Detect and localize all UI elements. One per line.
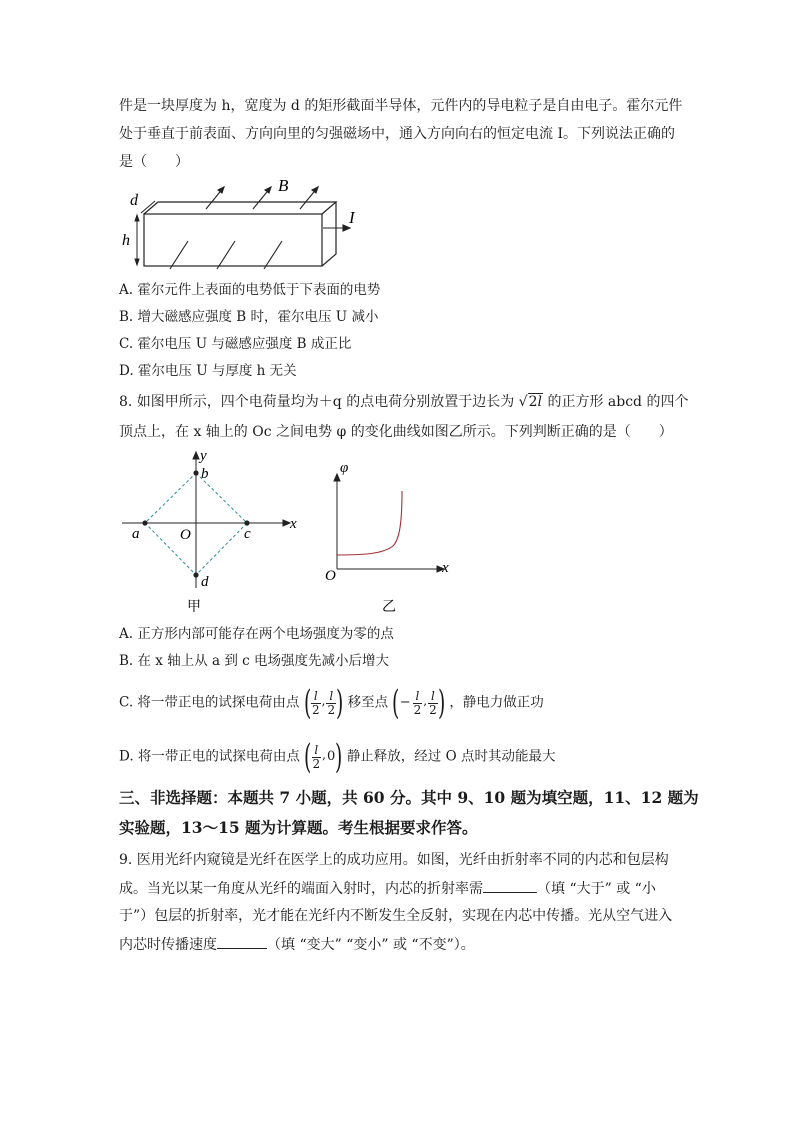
zero-value: 0 [326, 749, 336, 764]
frac-den: 2 [413, 702, 422, 717]
q8-option-c-mid: 移至点 [347, 694, 389, 711]
label-phi: φ [340, 460, 349, 476]
caption-jia: 甲 [187, 600, 201, 615]
caption-yi: 乙 [382, 600, 396, 615]
q8-line-1-b: 的正方形 abcd 的四个 [547, 394, 689, 410]
section-3-line-2: 实验题，13～15 题为计算题。考生根据要求作答。 [119, 818, 478, 837]
frac-den: 2 [312, 756, 321, 771]
answer-blank-2[interactable] [217, 934, 267, 949]
q8-line-1-a: 8. 如图甲所示，四个电荷量均为＋q 的点电荷分别放置于边长为 [119, 394, 515, 410]
section-3-line-1: 三、非选择题：本题共 7 小题，共 60 分。其中 9、10 题为填空题，11、12 题为 [119, 788, 699, 807]
label-x: x [442, 560, 449, 576]
sqrt-number: 2 [528, 394, 538, 410]
sqrt-variable: l [537, 394, 542, 410]
q7-option-c: C. 霍尔电压 U 与磁感应强度 B 成正比 [119, 336, 352, 352]
label-b: B [278, 176, 289, 195]
q8-line-1 [119, 392, 688, 412]
q8-line-2: 顶点上，在 x 轴上的 Oc 之间电势 φ 的变化曲线如图乙所示。下列判断正确的是（ ） [119, 424, 673, 440]
frac-num: l [311, 690, 321, 704]
label-d: d [201, 574, 209, 590]
sqrt-expression: √2l [518, 394, 542, 410]
label-a: a [132, 526, 140, 542]
q9-line-3: 于”）包层的折射率，光才能在光纤内不断发生全反射，实现在内芯中传播。光从空气进入 [119, 908, 673, 924]
q8-option-a: A. 正方形内部可能存在两个电场强度为零的点 [119, 626, 394, 642]
q9-line-4-b: （填 “变大” “变小” 或 “不变”）。 [267, 937, 475, 953]
b-field-arrows [170, 187, 318, 269]
point-3: ( $\frac{l}{2}$ , 0 ) [304, 737, 343, 777]
minus-sign: − [399, 695, 411, 710]
q7-line-3: 是（ ） [119, 154, 189, 170]
point-1: ( $\frac{l}{2}$ , $\frac{l}{2}$ ) [303, 683, 344, 723]
q8-option-d [119, 736, 555, 778]
box-front-face [144, 214, 322, 266]
frac-num: l [312, 744, 322, 758]
q9-line-4-a: 内芯时传播速度 [119, 937, 217, 953]
frac-num: l [326, 690, 336, 704]
q9-line-2-a: 成。当光以某一角度从光纤的端面入射时，内芯的折射率需 [119, 881, 483, 897]
answer-blank-1[interactable] [483, 878, 537, 893]
axes-yi [334, 474, 444, 572]
q9-line-2-b: （填 “大于” 或 “小 [537, 881, 656, 897]
q8-option-b: B. 在 x 轴上从 a 到 c 电场强度先减小后增大 [119, 653, 389, 669]
q9-line-1: 9. 医用光纤内窥镜是光纤在医学上的成功应用。如图，光纤由折射率不同的内芯和包层构 [119, 852, 669, 868]
frac-num: l [428, 690, 438, 704]
label-h: h [122, 232, 130, 249]
frac-num: l [413, 690, 423, 704]
label-b: b [201, 466, 209, 482]
q7-option-a: A. 霍尔元件上表面的电势低于下表面的电势 [119, 282, 381, 298]
potential-curve [337, 491, 402, 555]
q8-option-d-pre: D. 将一带正电的试探电荷由点 [119, 748, 300, 765]
label-x: x [290, 516, 297, 532]
q8-option-c [119, 682, 544, 724]
label-c: c [244, 526, 251, 542]
q7-option-b: B. 增大磁感应强度 B 时，霍尔电压 U 减小 [119, 309, 379, 325]
frac-den: 2 [327, 702, 336, 717]
frac-den: 2 [429, 702, 437, 717]
q7-line-1: 件是一块厚度为 h，宽度为 d 的矩形截面半导体，元件内的导电粒子是自由电子。霍尔元件 [119, 98, 683, 114]
figure-potential-curve [318, 460, 458, 616]
label-o: O [180, 527, 191, 543]
q9-line-4 [119, 934, 475, 955]
hall-element-figure [118, 175, 368, 275]
q7-option-d: D. 霍尔电压 U 与厚度 h 无关 [119, 363, 297, 379]
label-y: y [200, 448, 207, 464]
h-dimension [135, 215, 139, 265]
label-d: d [130, 192, 138, 209]
q9-line-2 [119, 878, 656, 899]
box-top-face [144, 202, 336, 214]
label-i: I [349, 208, 355, 227]
frac-den: 2 [312, 702, 320, 717]
q8-option-c-pre: C. 将一带正电的试探电荷由点 [119, 694, 300, 711]
q7-line-2: 处于垂直于前表面、方向向里的匀强磁场中，通入方向向右的恒定电流 I。下列说法正确的 [119, 126, 675, 142]
point-2: ( − $\frac{l}{2}$ , $\frac{l}{2}$ ) [392, 683, 446, 723]
q8-option-d-post: 静止释放，经过 O 点时其动能最大 [346, 748, 556, 765]
q8-option-c-post: ，静电力做正功 [449, 694, 544, 711]
label-o: O [325, 568, 336, 584]
figure-square-charges [118, 448, 308, 616]
